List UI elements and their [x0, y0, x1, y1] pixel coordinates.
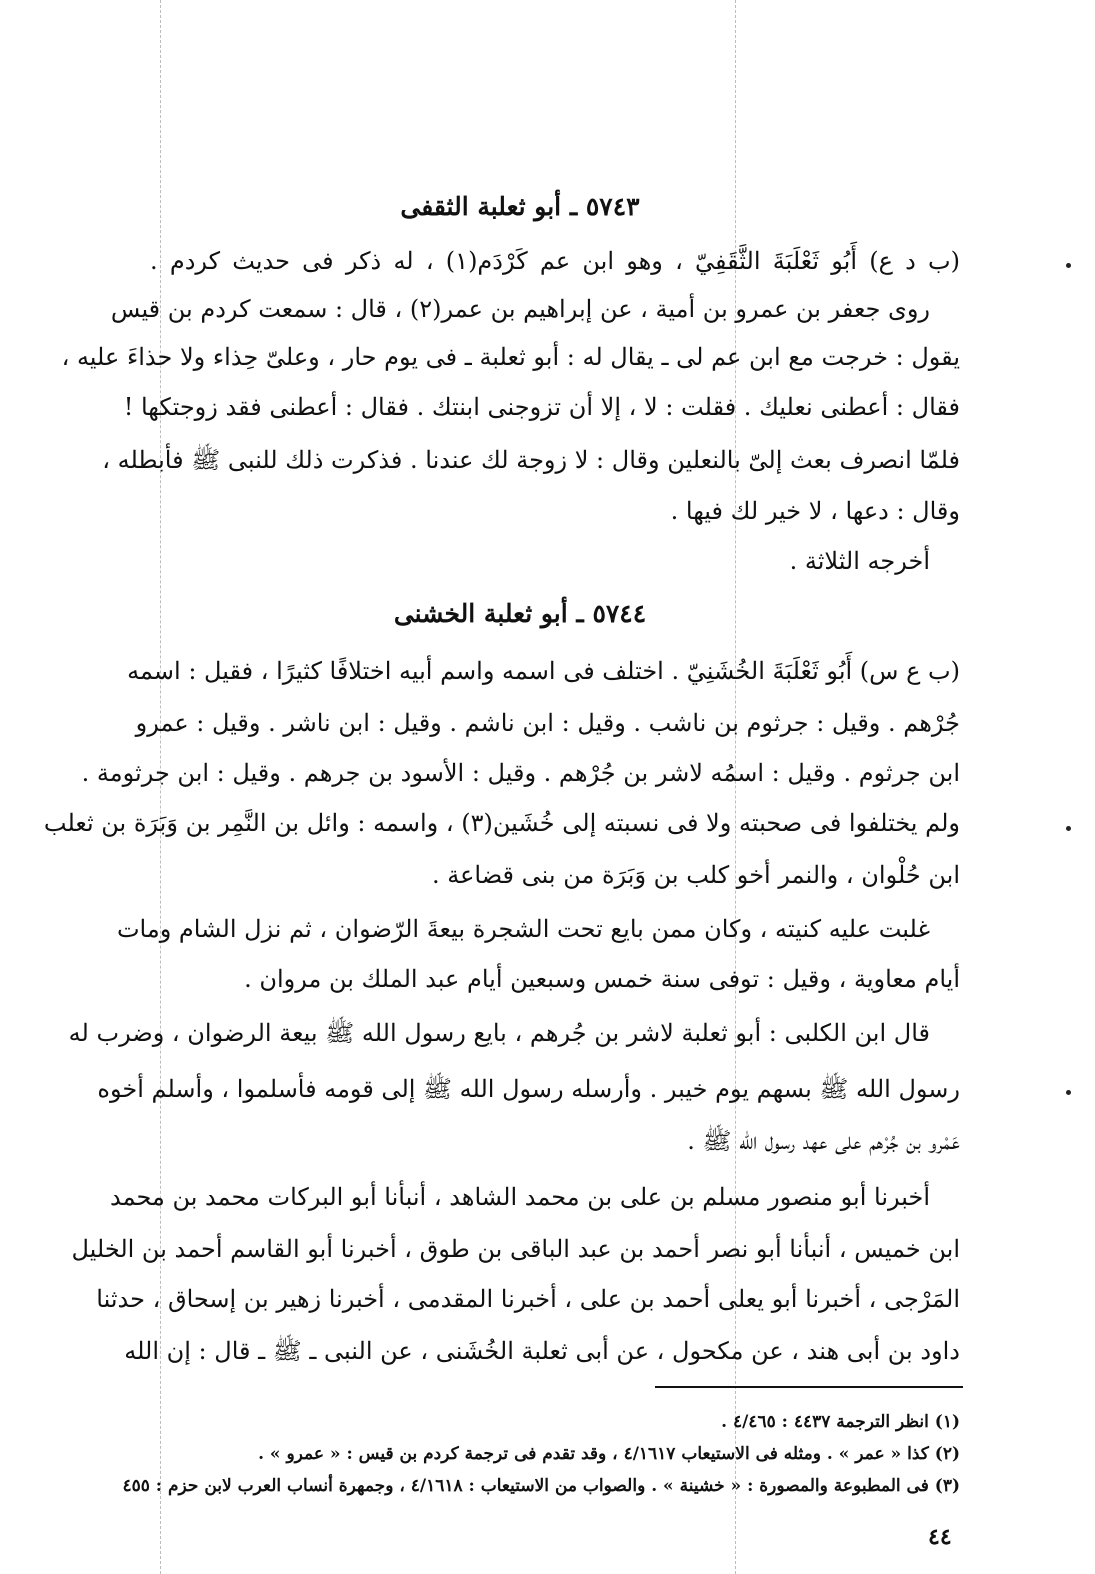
text-line: وقال : دعها ، لا خير لك فيها .	[670, 497, 960, 525]
text-line: يقول : خرجت مع ابن عم لى ـ يقال له : أبو ثعلبة ـ فى يوم حار ، وعلىّ حِذاء ولا حذاءَ عليه ،	[61, 343, 960, 371]
footnote: (١) انظر الترجمة ٤٤٣٧ : ٤/٤٦٥ .	[721, 1412, 960, 1432]
text-line: (ب د ع) أَبُو ثَعْلَبَةَ الثَّقَفِيّ ، وهو ابن عم كَرْدَم(١) ، له ذكر فى حديث كردم .	[150, 247, 961, 275]
text-line: المَرْجى ، أخبرنا أبو يعلى أحمد بن على ، أخبرنا المقدمى ، أخبرنا زهير بن إسحاق ، حدثنا	[96, 1285, 960, 1313]
scan-mark	[1066, 263, 1071, 268]
text-line: جُرْهم . وقيل : جرثوم بن ناشب . وقيل : ابن ناشم . وقيل : ابن ناشر . وقيل : عمرو	[135, 709, 960, 737]
footnote: (٣) فى المطبوعة والمصورة : « خشينة » . والصواب من الاستيعاب : ٤/١٦١٨ ، وجمهرة أنساب العرب لابن حزم : ٤٥٥	[122, 1476, 960, 1496]
entry-heading: ٥٧٤٣ ـ أبو ثعلبة الثقفى	[400, 192, 640, 221]
text-line: فلمّا انصرف بعث إلىّ بالنعلين وقال : لا زوجة لك عندنا . فذكرت ذلك للنبى ﷺ فأبطله ،	[102, 446, 960, 474]
scan-mark	[1066, 1090, 1071, 1095]
text-line: أخبرنا أبو منصور مسلم بن على بن محمد الشاهد ، أنبأنا أبو البركات محمد بن محمد	[110, 1183, 930, 1211]
text-line: أخرجه الثلاثة .	[789, 547, 930, 575]
text-line: (ب ع س) أَبُو ثَعْلَبَةَ الخُشَنِيّ . اختلف فى اسمه واسم أبيه اختلافًا كثيرًا ، فقيل : اسمه	[127, 657, 960, 685]
text-line: ولم يختلفوا فى صحبته ولا فى نسبته إلى خُشَين(٣) ، واسمه : وائل بن النَّمِر بن وَبَرَة بن ثعلب	[43, 809, 960, 837]
text-line: غلبت عليه كنيته ، وكان ممن بايع تحت الشجرة بيعةَ الرّضوان ، ثم نزل الشام ومات	[116, 915, 930, 943]
text-line: روى جعفر بن عمرو بن أمية ، عن إبراهيم بن عمر(٢) ، قال : سمعت كردم بن قيس	[110, 295, 930, 323]
text-line: أيام معاوية ، وقيل : توفى سنة خمس وسبعين أيام عبد الملك بن مروان .	[244, 965, 960, 993]
text-line: رسول الله ﷺ بسهم يوم خيبر . وأرسله رسول الله ﷺ إلى قومه فأسلموا ، وأسلم أخوه	[97, 1075, 960, 1103]
footnote-rule	[655, 1386, 963, 1388]
text-line: ابن جرثوم . وقيل : اسمُه لاشر بن جُرْهم . وقيل : الأسود بن جرهم . وقيل : ابن جرثومة .	[81, 759, 960, 787]
text-line: ابن خميس ، أنبأنا أبو نصر أحمد بن عبد الباقى بن طوق ، أخبرنا أبو القاسم أحمد بن الخليل	[71, 1235, 960, 1263]
text-line: فقال : أعطنى نعليك . فقلت : لا ، إلا أن تزوجنى ابنتك . فقال : أعطنى فقد زوجتكها !	[123, 393, 960, 421]
footnote: (٢) كذا « عمر » . ومثله فى الاستيعاب ٤/١٦١٧ ، وقد تقدم فى ترجمة كردم بن قيس : « عمرو » .	[258, 1444, 960, 1464]
text-line: عَمْرو بن جُرْهم على عهد رسول الله ﷺ .	[687, 1127, 960, 1155]
text-line: داود بن أبى هند ، عن مكحول ، عن أبى ثعلبة الخُشَنى ، عن النبى ـ ﷺ ـ قال : إن الله	[124, 1337, 960, 1365]
scan-mark	[1066, 826, 1071, 831]
page-number: ٤٤	[928, 1524, 952, 1550]
entry-heading: ٥٧٤٤ ـ أبو ثعلبة الخشنى	[393, 599, 647, 628]
text-line: ابن حُلْوان ، والنمر أخو كلب بن وَبَرَة من بنى قضاعة .	[431, 861, 960, 889]
text-line: قال ابن الكلبى : أبو ثعلبة لاشر بن جُرهم ، بايع رسول الله ﷺ بيعة الرضوان ، وضرب له	[68, 1019, 930, 1047]
